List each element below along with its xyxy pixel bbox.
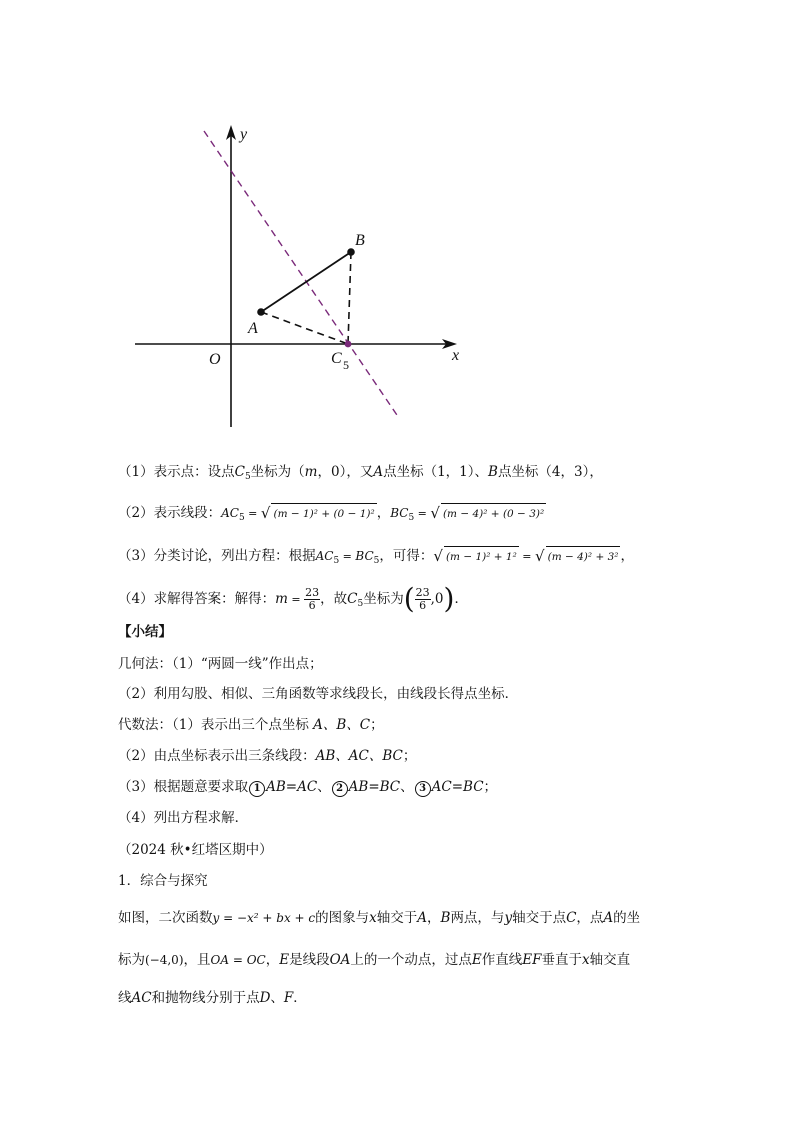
problem-line-1: 如图，二次函数y = −x² + bx + c的图象与x轴交于A，B两点，与y轴交于点C，点A的坐 [118, 910, 641, 926]
source-note: （2024 秋•红塔区期中） [118, 842, 273, 858]
step-1: （1）表示点：设点$C_5$坐标为（m，0），又A点坐标（1，1）、B点坐标（4，3）， [118, 464, 603, 482]
problem-line-3: 线AC和抛物线分别于点D、F． [118, 990, 307, 1006]
problem-number: 1．综合与探究 [118, 873, 208, 889]
step-3: （3）分类讨论，列出方程：根据$AC_5 = BC_5$，可得：√ (m − 1)² + 1² = √ (m − 4)² + 3² ， [118, 547, 634, 566]
coordinate-plane [120, 115, 480, 435]
label-o: O [209, 351, 221, 368]
summary-title: 【小结】 [118, 624, 172, 640]
label-x: x [452, 347, 460, 364]
problem-line-2: 标为(−4,0)，且OA = OC，E是线段OA上的一个动点，过点E作直线EF垂直于x轴交直 [118, 952, 631, 968]
label-a: A [248, 320, 258, 337]
step-4: （4）求解得答案：解得：m = $\frac{23}{6}$ ，故$C_5$坐标为( $\frac{23}{6}$ ,0)． [118, 582, 468, 615]
summary-alg-4: （4）列出方程求解． [118, 810, 249, 826]
fraction-x: $\frac{23}{6}$ [415, 586, 430, 612]
summary-alg-3: （3）根据题意要求取 1 AB=AC、 2 AB=BC、 3 AC=BC； [118, 779, 498, 795]
label-y: y [240, 126, 248, 143]
circled-1: 1 [249, 781, 265, 797]
perpendicular-bisector [204, 131, 399, 418]
point-c5 [345, 341, 352, 348]
summary-geo-2: （2）利用勾股、相似、三角函数等求线段长，由线段长得点坐标． [118, 686, 519, 702]
summary-alg-1: 代数法：（1）表示出三个点坐标 A、B、C； [118, 717, 384, 733]
segment-bc5 [348, 252, 351, 344]
summary-alg-2: （2）由点坐标表示出三条线段：AB、AC、BC； [118, 748, 417, 764]
circled-3: 3 [415, 781, 431, 797]
summary-geo-1: 几何法：（1）“两圆一线”作出点； [118, 656, 323, 672]
fraction-m: $\frac{23}{6}$ [305, 586, 320, 612]
segment-ab [261, 252, 351, 312]
step-2: （2）表示线段：$AC_5$ = √ (m − 1)² + (0 − 1)² ，$BC_5$ = √ (m − 4)² + (0 − 3)² [118, 504, 545, 523]
label-c: C [331, 350, 342, 367]
label-c-sub: 5 [343, 358, 349, 372]
point-a [257, 308, 265, 316]
coordinate-figure [120, 115, 480, 435]
circled-2: 2 [332, 781, 348, 797]
label-b: B [355, 232, 365, 249]
segment-ac5 [261, 312, 348, 344]
point-b [347, 248, 355, 256]
